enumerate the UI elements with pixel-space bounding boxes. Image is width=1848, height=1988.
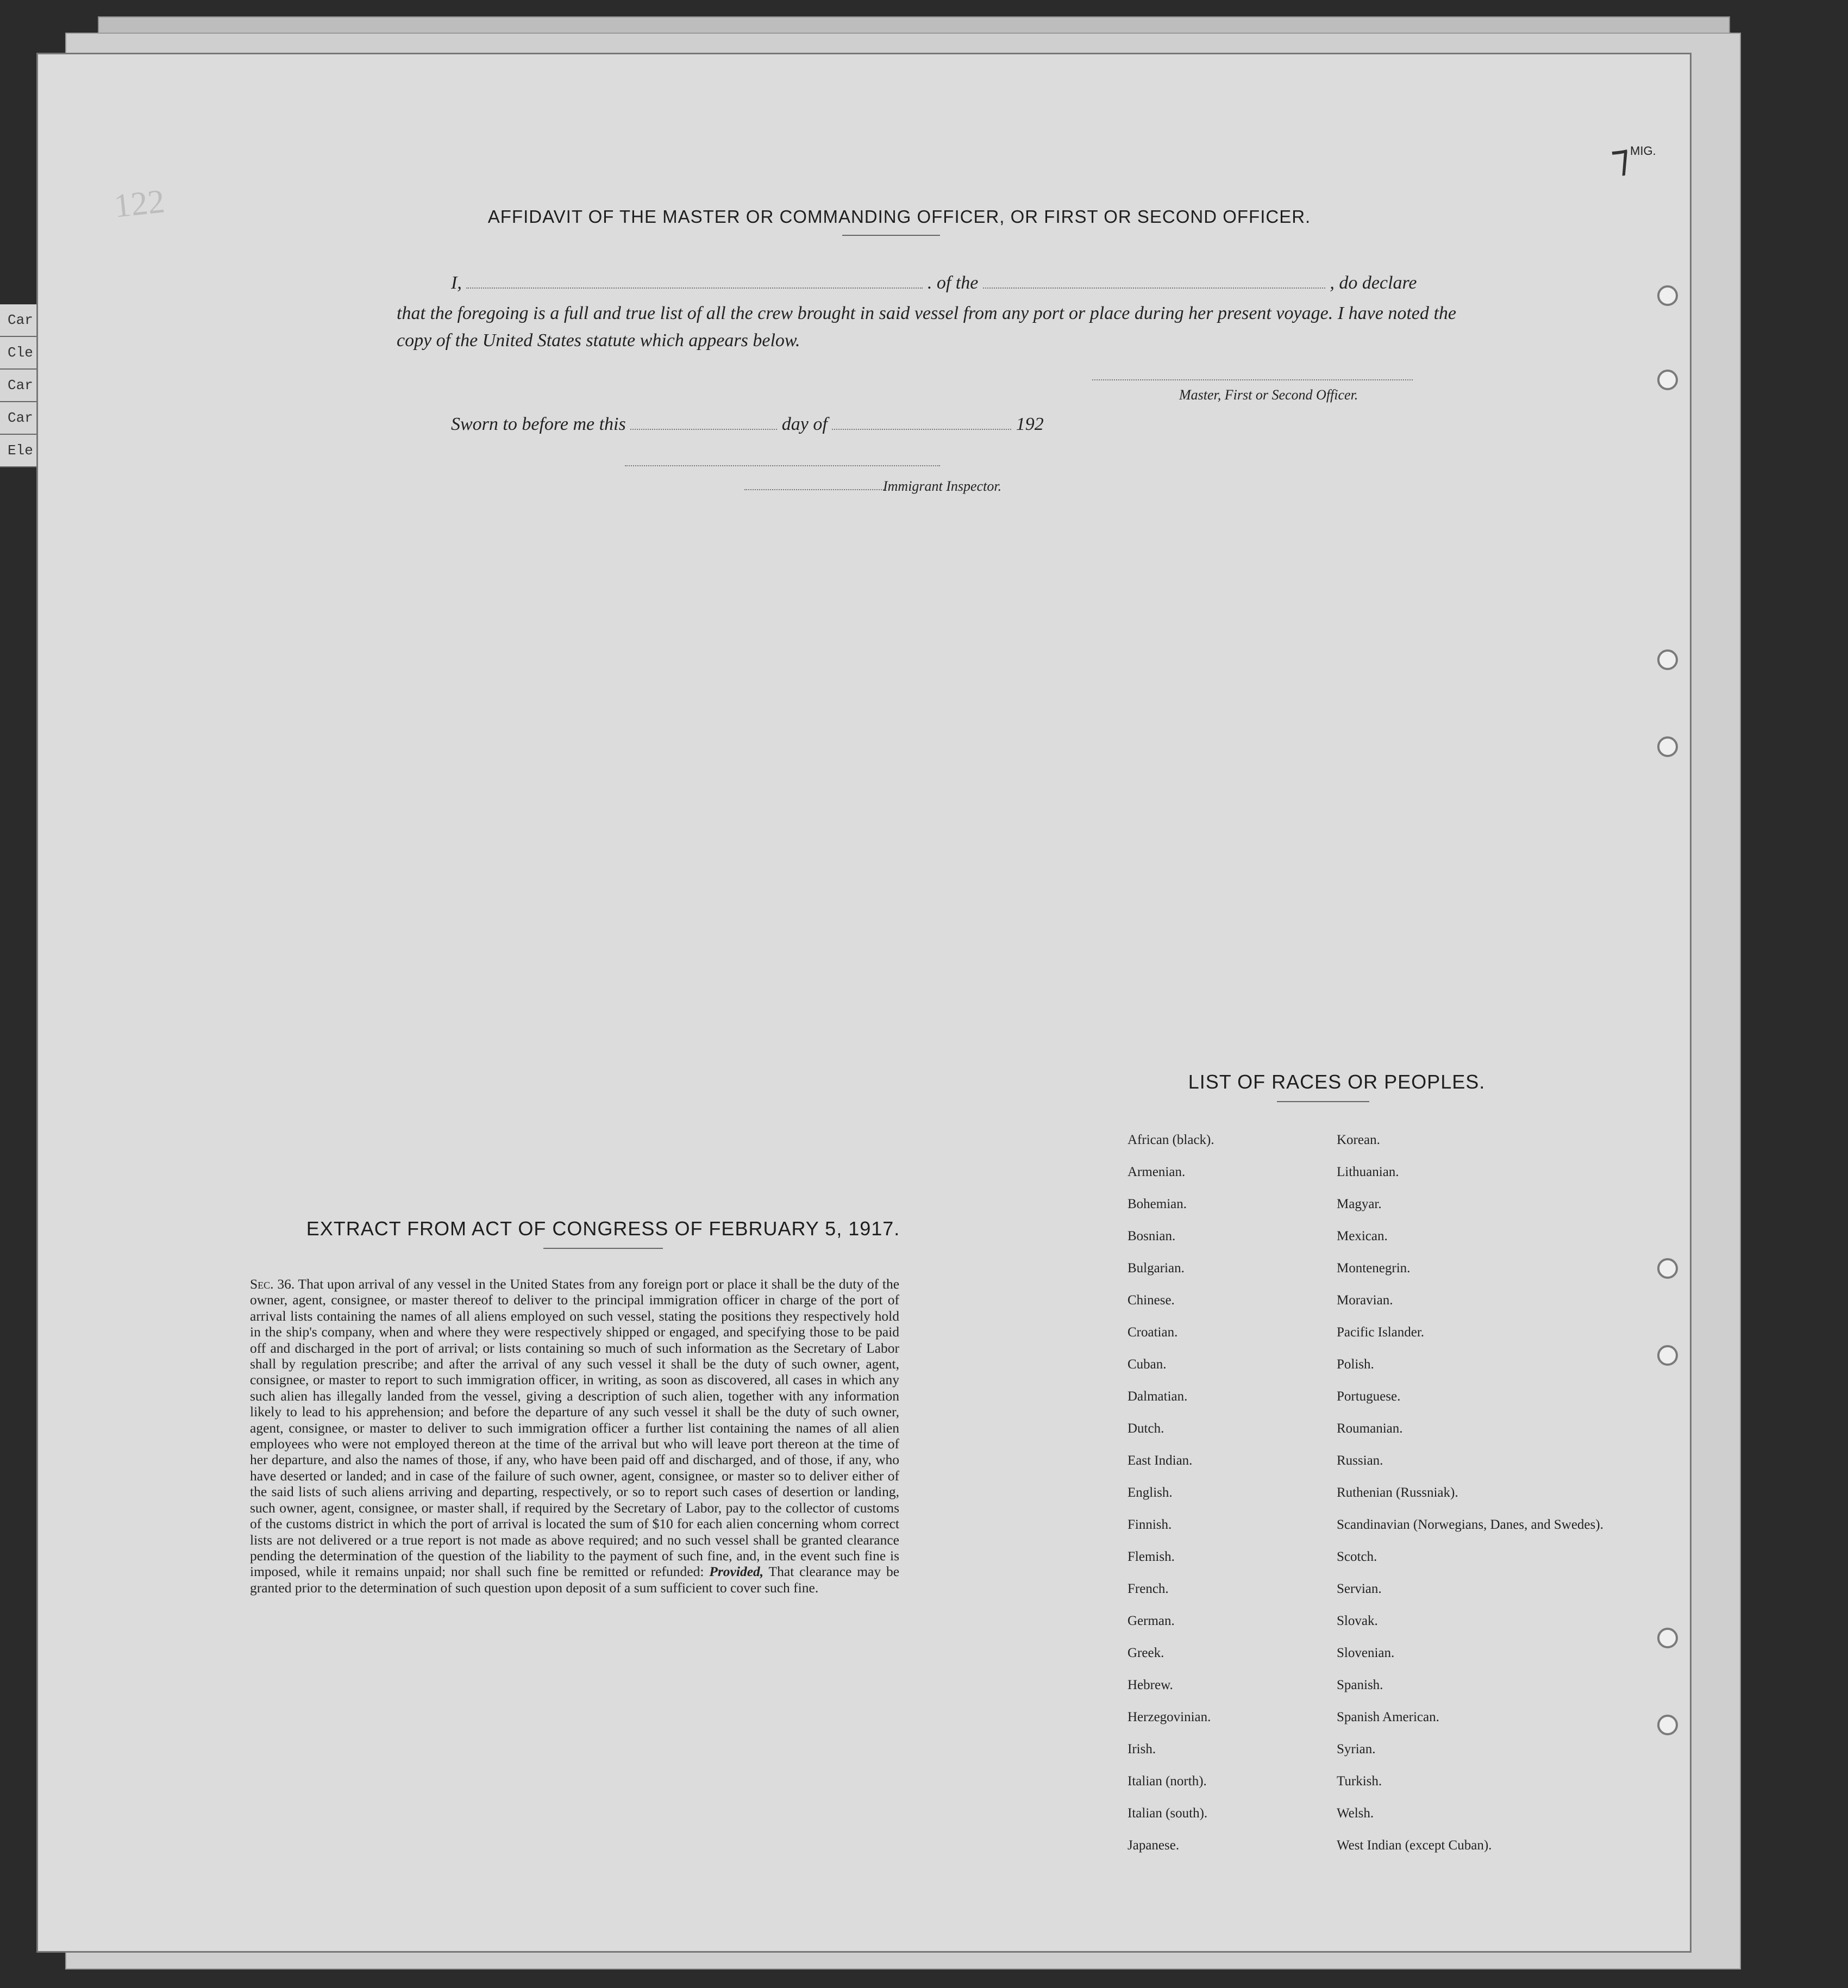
race-item: Bosnian.: [1127, 1229, 1176, 1243]
declarant-prefix: I,: [451, 273, 462, 293]
left-fragment: Car: [0, 370, 49, 402]
race-item: German.: [1127, 1614, 1175, 1628]
race-item: Irish.: [1127, 1742, 1156, 1756]
races-title: LIST OF RACES OR PEOPLES.: [1188, 1071, 1486, 1093]
race-item: Japanese.: [1127, 1838, 1180, 1853]
race-item: African (black).: [1127, 1133, 1214, 1147]
day-blank: [630, 429, 777, 430]
left-fragment: Car: [0, 304, 49, 337]
race-item: Scotch.: [1337, 1549, 1377, 1564]
inspector-line: [625, 465, 940, 466]
punch-hole-icon: [1657, 370, 1678, 390]
handwritten-mark: ⁊: [1608, 136, 1633, 182]
document-page: [38, 54, 1690, 1951]
race-item: Finnish.: [1127, 1517, 1172, 1532]
race-item: Greek.: [1127, 1646, 1164, 1660]
race-item: Scandinavian (Norwegians, Danes, and Swedes).: [1337, 1517, 1603, 1532]
left-fragment: Cle: [0, 337, 49, 370]
race-item: Flemish.: [1127, 1549, 1175, 1564]
race-item: Moravian.: [1337, 1293, 1393, 1308]
left-fragment: Ele: [0, 435, 49, 467]
affidavit-declarant-line: [451, 273, 1417, 293]
race-item: Portuguese.: [1337, 1389, 1401, 1404]
provided-text: That clearance may be granted prior to the determination of such question upon deposit of a sum sufficient to cover such fine.: [250, 1564, 900, 1596]
provided-label: Provided,: [709, 1564, 764, 1580]
signature-label: Master, First or Second Officer.: [1179, 387, 1358, 403]
race-item: Italian (north).: [1127, 1774, 1207, 1789]
title-divider: [842, 235, 940, 236]
punch-hole-icon: [1657, 1345, 1678, 1366]
race-item: Chinese.: [1127, 1293, 1175, 1308]
affidavit-title: AFFIDAVIT OF THE MASTER OR COMMANDING OFFICER, OR FIRST OR SECOND OFFICER.: [487, 207, 1311, 227]
race-item: Spanish.: [1337, 1678, 1383, 1692]
section-label: Sec. 36.: [250, 1276, 295, 1292]
race-item: Magyar.: [1337, 1197, 1382, 1211]
race-item: Slovenian.: [1337, 1646, 1395, 1660]
race-item: Polish.: [1337, 1357, 1374, 1372]
race-item: Hebrew.: [1127, 1678, 1173, 1692]
punch-hole-icon: [1657, 1628, 1678, 1648]
race-item: Armenian.: [1127, 1165, 1186, 1179]
punch-hole-icon: [1657, 285, 1678, 306]
race-item: East Indian.: [1127, 1453, 1193, 1468]
race-item: Bulgarian.: [1127, 1261, 1185, 1276]
races-divider: [1277, 1101, 1369, 1102]
extract-title: EXTRACT FROM ACT OF CONGRESS OF FEBRUARY 5, 1917.: [306, 1217, 900, 1240]
race-item: Cuban.: [1127, 1357, 1167, 1372]
race-item: Slovak.: [1337, 1614, 1378, 1628]
month-blank: [832, 429, 1011, 430]
race-item: Bohemian.: [1127, 1197, 1187, 1211]
race-item: Montenegrin.: [1337, 1261, 1411, 1276]
race-item: Korean.: [1337, 1133, 1380, 1147]
punch-hole-icon: [1657, 736, 1678, 757]
race-item: Servian.: [1337, 1581, 1382, 1596]
race-item: Welsh.: [1337, 1806, 1374, 1821]
inspector-line: [744, 489, 886, 490]
section-text: That upon arrival of any vessel in the United States from any foreign port or place it shall be the duty of the owner, agent, consignee, or master thereof to deliver to the principal immigration officer in charge of the port of arrival lists containing the names of all aliens employed on such vessel, stating the positions they respectively hold in the ship's company, when and where they were respectively shipped or engaged, and specifying those to be paid off and discharged in the port of arrival; or lists containing so much of such information as the Secretary of Labor shall by regulation prescribe; and after the arrival of any such vessel it shall be the duty of such owner, agent, consignee, or master to report to such immigration officer, in writing, as soon as discovered, all cases in which any such alien has illegally landed from the vessel, giving a description of such alien, together with any information likely to lead to his apprehension; and before the departure of any such vessel it shall be the duty of such owner, agent, consignee, or master to deliver to such immigration officer a further list containing the names of all alien employees who were not employed thereon at the time of the arrival but who will leave port thereon at the time of her departure, and also the names of those, if any, who have been paid off and discharged, and of those, if any, who have deserted or landed; and in case of the failure of such owner, agent, consignee, or master so to deliver either of the said lists of such aliens arriving and departing, respectively, or so to report such cases of desertion or landing, such owner, agent, consignee, or master shall, if required by the Secretary of Labor, pay to the collector of customs of the customs district in which the port of arrival is located the sum of $10 for each alien concerning whom correct lists are not delivered or a true report is not made as above required; and no such vessel shall be granted clearance pending the determination of the question of the liability to the payment of such fine, and, in the event such fine is imposed, while it remains unpaid; nor shall such fine be remitted or refunded:: [250, 1276, 900, 1580]
race-item: Syrian.: [1337, 1742, 1376, 1756]
race-item: Herzegovinian.: [1127, 1710, 1211, 1724]
race-item: Dutch.: [1127, 1421, 1164, 1436]
race-item: English.: [1127, 1485, 1173, 1500]
race-item: West Indian (except Cuban).: [1337, 1838, 1492, 1853]
signature-line: [1092, 379, 1413, 380]
vessel-name-blank: [983, 287, 1325, 289]
corner-mark: MIG.: [1630, 144, 1656, 158]
sworn-prefix: Sworn to before me this: [451, 414, 626, 434]
race-item: Ruthenian (Russniak).: [1337, 1485, 1458, 1500]
sworn-line: [451, 414, 1044, 435]
vessel-prefix: . of the: [927, 273, 979, 293]
race-item: Lithuanian.: [1337, 1165, 1399, 1179]
race-item: French.: [1127, 1581, 1169, 1596]
races-column-left: [1127, 1132, 1214, 1870]
punch-hole-icon: [1657, 649, 1678, 670]
races-column-right: [1337, 1132, 1603, 1870]
page-number: 122: [112, 183, 167, 225]
race-item: Pacific Islander.: [1337, 1325, 1425, 1340]
day-of-text: day of: [781, 414, 828, 434]
race-item: Turkish.: [1337, 1774, 1382, 1789]
extract-divider: [543, 1248, 663, 1249]
year-prefix: 192: [1016, 414, 1044, 434]
declarant-name-blank: [466, 287, 923, 289]
race-item: Spanish American.: [1337, 1710, 1439, 1724]
extract-body: [250, 1276, 899, 1596]
race-item: Mexican.: [1337, 1229, 1388, 1243]
declare-text: , do declare: [1330, 273, 1417, 293]
race-item: Roumanian.: [1337, 1421, 1403, 1436]
race-item: Italian (south).: [1127, 1806, 1208, 1821]
race-item: Dalmatian.: [1127, 1389, 1188, 1404]
race-item: Russian.: [1337, 1453, 1383, 1468]
inspector-label: Immigrant Inspector.: [883, 478, 1002, 494]
affidavit-body: that the foregoing is a full and true list of all the crew brought in said vessel from any port or place during her present voyage. I have noted the copy of the United States statute which appears below.: [397, 303, 1456, 351]
race-item: Croatian.: [1127, 1325, 1178, 1340]
punch-hole-icon: [1657, 1258, 1678, 1279]
left-fragment: Car: [0, 402, 49, 435]
punch-hole-icon: [1657, 1715, 1678, 1735]
